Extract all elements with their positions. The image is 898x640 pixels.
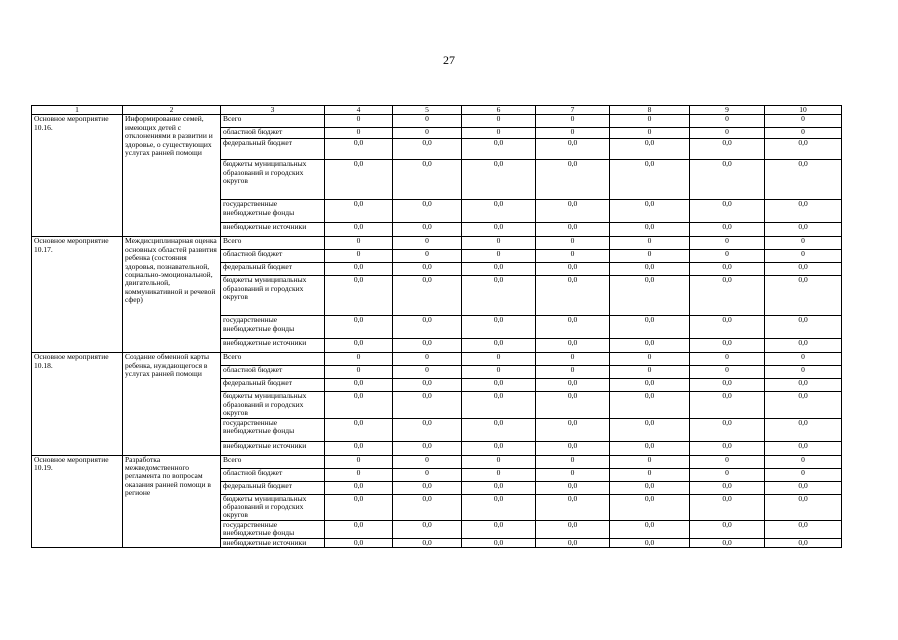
value-cell: 0,0: [325, 441, 393, 455]
value-cell: 0: [765, 468, 842, 481]
value-cell: 0,0: [462, 263, 536, 276]
value-cell: 0,0: [765, 392, 842, 418]
value-cell: 0,0: [325, 276, 393, 316]
value-cell: 0: [325, 115, 393, 128]
value-cell: 0: [462, 115, 536, 128]
value-cell: 0,0: [393, 316, 462, 339]
value-cell: 0,0: [690, 339, 765, 353]
value-cell: 0,0: [325, 481, 393, 494]
value-cell: 0: [393, 128, 462, 139]
value-cell: 0,0: [393, 379, 462, 392]
value-cell: 0,0: [610, 392, 690, 418]
funding-source-cell: Всего: [221, 115, 325, 128]
value-cell: 0: [325, 468, 393, 481]
value-cell: 0,0: [690, 263, 765, 276]
value-cell: 0,0: [765, 339, 842, 353]
measure-cell: Основное мероприятие 10.16.: [32, 115, 123, 237]
value-cell: 0: [462, 455, 536, 468]
value-cell: 0: [462, 353, 536, 366]
table-row: [32, 455, 842, 468]
value-cell: 0,0: [690, 160, 765, 200]
column-numbers-row: [32, 106, 842, 115]
value-cell: 0,0: [610, 223, 690, 237]
value-cell: 0: [462, 468, 536, 481]
funding-source-cell: внебюджетные источники: [221, 339, 325, 353]
value-cell: 0: [610, 455, 690, 468]
value-cell: 0: [536, 366, 610, 379]
value-cell: 0,0: [325, 379, 393, 392]
value-cell: 0: [765, 250, 842, 263]
value-cell: 0,0: [462, 392, 536, 418]
value-cell: 0,0: [610, 160, 690, 200]
value-cell: 0,0: [690, 392, 765, 418]
value-cell: 0,0: [536, 276, 610, 316]
description-cell: Создание обменной карты ребенка, нуждающегося в услугах ранней помощи: [123, 353, 221, 455]
value-cell: 0,0: [462, 418, 536, 441]
column-header: 3: [221, 106, 325, 115]
column-header: 10: [765, 106, 842, 115]
value-cell: 0,0: [462, 223, 536, 237]
funding-source-cell: бюджеты муниципальных образований и городских округов: [221, 276, 325, 316]
value-cell: 0: [325, 128, 393, 139]
value-cell: 0,0: [325, 139, 393, 160]
value-cell: 0,0: [325, 160, 393, 200]
value-cell: 0,0: [536, 160, 610, 200]
value-cell: 0,0: [325, 339, 393, 353]
table-row: [32, 115, 842, 128]
value-cell: 0,0: [462, 494, 536, 520]
value-cell: 0,0: [325, 538, 393, 547]
value-cell: 0: [536, 237, 610, 250]
value-cell: 0: [610, 353, 690, 366]
value-cell: 0,0: [690, 520, 765, 538]
value-cell: 0,0: [690, 494, 765, 520]
value-cell: 0,0: [462, 441, 536, 455]
value-cell: 0,0: [393, 263, 462, 276]
value-cell: 0,0: [462, 379, 536, 392]
value-cell: 0,0: [765, 481, 842, 494]
value-cell: 0,0: [610, 263, 690, 276]
value-cell: 0,0: [765, 379, 842, 392]
funding-source-cell: бюджеты муниципальных образований и городских округов: [221, 494, 325, 520]
value-cell: 0,0: [690, 276, 765, 316]
value-cell: 0: [610, 366, 690, 379]
value-cell: 0: [536, 128, 610, 139]
value-cell: 0,0: [393, 520, 462, 538]
value-cell: 0: [393, 250, 462, 263]
value-cell: 0,0: [462, 520, 536, 538]
value-cell: 0: [536, 353, 610, 366]
value-cell: 0: [765, 128, 842, 139]
value-cell: 0,0: [690, 538, 765, 547]
value-cell: 0,0: [325, 418, 393, 441]
value-cell: 0,0: [765, 200, 842, 223]
value-cell: 0: [325, 455, 393, 468]
value-cell: 0: [765, 115, 842, 128]
value-cell: 0: [690, 237, 765, 250]
value-cell: 0,0: [393, 418, 462, 441]
funding-source-cell: внебюджетные источники: [221, 441, 325, 455]
value-cell: 0,0: [765, 276, 842, 316]
funding-source-cell: государственные внебюджетные фонды: [221, 316, 325, 339]
value-cell: 0: [536, 455, 610, 468]
funding-source-cell: внебюджетные источники: [221, 538, 325, 547]
value-cell: 0: [765, 366, 842, 379]
page-number: 27: [443, 53, 455, 67]
value-cell: 0: [462, 250, 536, 263]
column-header: 8: [610, 106, 690, 115]
value-cell: 0: [325, 237, 393, 250]
funding-source-cell: федеральный бюджет: [221, 263, 325, 276]
column-header: 7: [536, 106, 610, 115]
value-cell: 0,0: [393, 339, 462, 353]
value-cell: 0: [690, 115, 765, 128]
funding-source-cell: областной бюджет: [221, 468, 325, 481]
table-row: [32, 237, 842, 250]
value-cell: 0: [462, 237, 536, 250]
column-header: 9: [690, 106, 765, 115]
value-cell: 0: [610, 237, 690, 250]
value-cell: 0,0: [325, 263, 393, 276]
funding-source-cell: государственные внебюджетные фонды: [221, 200, 325, 223]
description-cell: Междисциплинарная оценка основных областей развития ребенка (состояния здоровья, познавательной, социально-эмоциональной, двигательной, коммуникативной и речевой сфер): [123, 237, 221, 353]
value-cell: 0: [536, 250, 610, 263]
value-cell: 0,0: [393, 481, 462, 494]
value-cell: 0,0: [393, 223, 462, 237]
funding-source-cell: внебюджетные источники: [221, 223, 325, 237]
column-header: 1: [32, 106, 123, 115]
value-cell: 0,0: [462, 276, 536, 316]
value-cell: 0,0: [610, 441, 690, 455]
value-cell: 0,0: [765, 139, 842, 160]
description-cell: Разработка межведомственного регламента по вопросам оказания ранней помощи в регионе: [123, 455, 221, 547]
value-cell: 0,0: [536, 418, 610, 441]
value-cell: 0,0: [325, 494, 393, 520]
value-cell: 0,0: [536, 263, 610, 276]
funding-source-cell: областной бюджет: [221, 128, 325, 139]
measure-cell: Основное мероприятие 10.19.: [32, 455, 123, 547]
value-cell: 0: [325, 353, 393, 366]
value-cell: 0,0: [393, 139, 462, 160]
value-cell: 0: [536, 115, 610, 128]
value-cell: 0,0: [690, 139, 765, 160]
value-cell: 0,0: [610, 139, 690, 160]
value-cell: 0,0: [325, 223, 393, 237]
funding-source-cell: Всего: [221, 455, 325, 468]
value-cell: 0,0: [462, 160, 536, 200]
value-cell: 0: [393, 366, 462, 379]
funding-source-cell: Всего: [221, 237, 325, 250]
value-cell: 0: [393, 455, 462, 468]
value-cell: 0: [393, 468, 462, 481]
value-cell: 0,0: [536, 392, 610, 418]
value-cell: 0,0: [765, 263, 842, 276]
value-cell: 0: [610, 115, 690, 128]
funding-source-cell: федеральный бюджет: [221, 481, 325, 494]
value-cell: 0,0: [610, 520, 690, 538]
value-cell: 0: [765, 237, 842, 250]
value-cell: 0,0: [536, 494, 610, 520]
funding-source-cell: государственные внебюджетные фонды: [221, 520, 325, 538]
value-cell: 0: [690, 353, 765, 366]
value-cell: 0,0: [462, 538, 536, 547]
value-cell: 0,0: [690, 481, 765, 494]
value-cell: 0,0: [536, 316, 610, 339]
value-cell: 0,0: [393, 392, 462, 418]
value-cell: 0: [690, 128, 765, 139]
value-cell: 0: [393, 237, 462, 250]
value-cell: 0,0: [765, 418, 842, 441]
measure-cell: Основное мероприятие 10.17.: [32, 237, 123, 353]
value-cell: 0: [325, 366, 393, 379]
value-cell: 0,0: [610, 276, 690, 316]
value-cell: 0,0: [393, 441, 462, 455]
value-cell: 0,0: [690, 223, 765, 237]
description-cell: Информирование семей, имеющих детей с отклонениями в развитии и здоровье, о существующих услугах ранней помощи: [123, 115, 221, 237]
value-cell: 0,0: [690, 316, 765, 339]
column-header: 2: [123, 106, 221, 115]
value-cell: 0,0: [690, 418, 765, 441]
value-cell: 0,0: [765, 494, 842, 520]
value-cell: 0: [690, 468, 765, 481]
funding-source-cell: бюджеты муниципальных образований и городских округов: [221, 160, 325, 200]
column-header: 5: [393, 106, 462, 115]
value-cell: 0: [765, 353, 842, 366]
value-cell: 0: [393, 353, 462, 366]
value-cell: 0: [536, 468, 610, 481]
value-cell: 0: [325, 250, 393, 263]
value-cell: 0,0: [536, 139, 610, 160]
value-cell: 0,0: [610, 494, 690, 520]
value-cell: 0,0: [610, 379, 690, 392]
value-cell: 0,0: [610, 339, 690, 353]
value-cell: 0: [610, 468, 690, 481]
value-cell: 0,0: [393, 538, 462, 547]
value-cell: 0: [690, 455, 765, 468]
value-cell: 0,0: [393, 200, 462, 223]
value-cell: 0,0: [325, 200, 393, 223]
value-cell: 0,0: [536, 223, 610, 237]
funding-source-cell: областной бюджет: [221, 366, 325, 379]
table-row: [32, 353, 842, 366]
value-cell: 0: [765, 455, 842, 468]
column-header: 6: [462, 106, 536, 115]
value-cell: 0: [462, 128, 536, 139]
value-cell: 0,0: [610, 200, 690, 223]
value-cell: 0: [690, 366, 765, 379]
value-cell: 0,0: [536, 520, 610, 538]
value-cell: 0,0: [462, 200, 536, 223]
value-cell: 0: [610, 250, 690, 263]
value-cell: 0,0: [536, 379, 610, 392]
value-cell: 0: [610, 128, 690, 139]
value-cell: 0,0: [690, 200, 765, 223]
funding-source-cell: областной бюджет: [221, 250, 325, 263]
value-cell: 0,0: [690, 441, 765, 455]
value-cell: 0,0: [610, 538, 690, 547]
funding-source-cell: государственные внебюджетные фонды: [221, 418, 325, 441]
value-cell: 0,0: [765, 316, 842, 339]
value-cell: 0,0: [536, 481, 610, 494]
value-cell: 0,0: [765, 441, 842, 455]
value-cell: 0,0: [690, 379, 765, 392]
measure-cell: Основное мероприятие 10.18.: [32, 353, 123, 455]
value-cell: 0,0: [536, 441, 610, 455]
value-cell: 0,0: [393, 494, 462, 520]
value-cell: 0,0: [610, 481, 690, 494]
value-cell: 0: [393, 115, 462, 128]
value-cell: 0,0: [536, 200, 610, 223]
funding-source-cell: федеральный бюджет: [221, 379, 325, 392]
value-cell: 0,0: [536, 339, 610, 353]
value-cell: 0,0: [610, 316, 690, 339]
value-cell: 0,0: [325, 392, 393, 418]
value-cell: 0,0: [536, 538, 610, 547]
funding-source-cell: федеральный бюджет: [221, 139, 325, 160]
value-cell: 0,0: [765, 160, 842, 200]
value-cell: 0,0: [325, 520, 393, 538]
value-cell: 0,0: [462, 139, 536, 160]
value-cell: 0,0: [765, 520, 842, 538]
value-cell: 0,0: [393, 160, 462, 200]
value-cell: 0,0: [765, 223, 842, 237]
value-cell: 0,0: [765, 538, 842, 547]
table-body: [32, 115, 842, 548]
value-cell: 0,0: [325, 316, 393, 339]
funding-source-cell: бюджеты муниципальных образований и городских округов: [221, 392, 325, 418]
value-cell: 0: [690, 250, 765, 263]
value-cell: 0,0: [393, 276, 462, 316]
value-cell: 0: [462, 366, 536, 379]
value-cell: 0,0: [462, 316, 536, 339]
budget-table: [31, 105, 842, 548]
value-cell: 0,0: [462, 481, 536, 494]
value-cell: 0,0: [610, 418, 690, 441]
column-header: 4: [325, 106, 393, 115]
value-cell: 0,0: [462, 339, 536, 353]
funding-source-cell: Всего: [221, 353, 325, 366]
